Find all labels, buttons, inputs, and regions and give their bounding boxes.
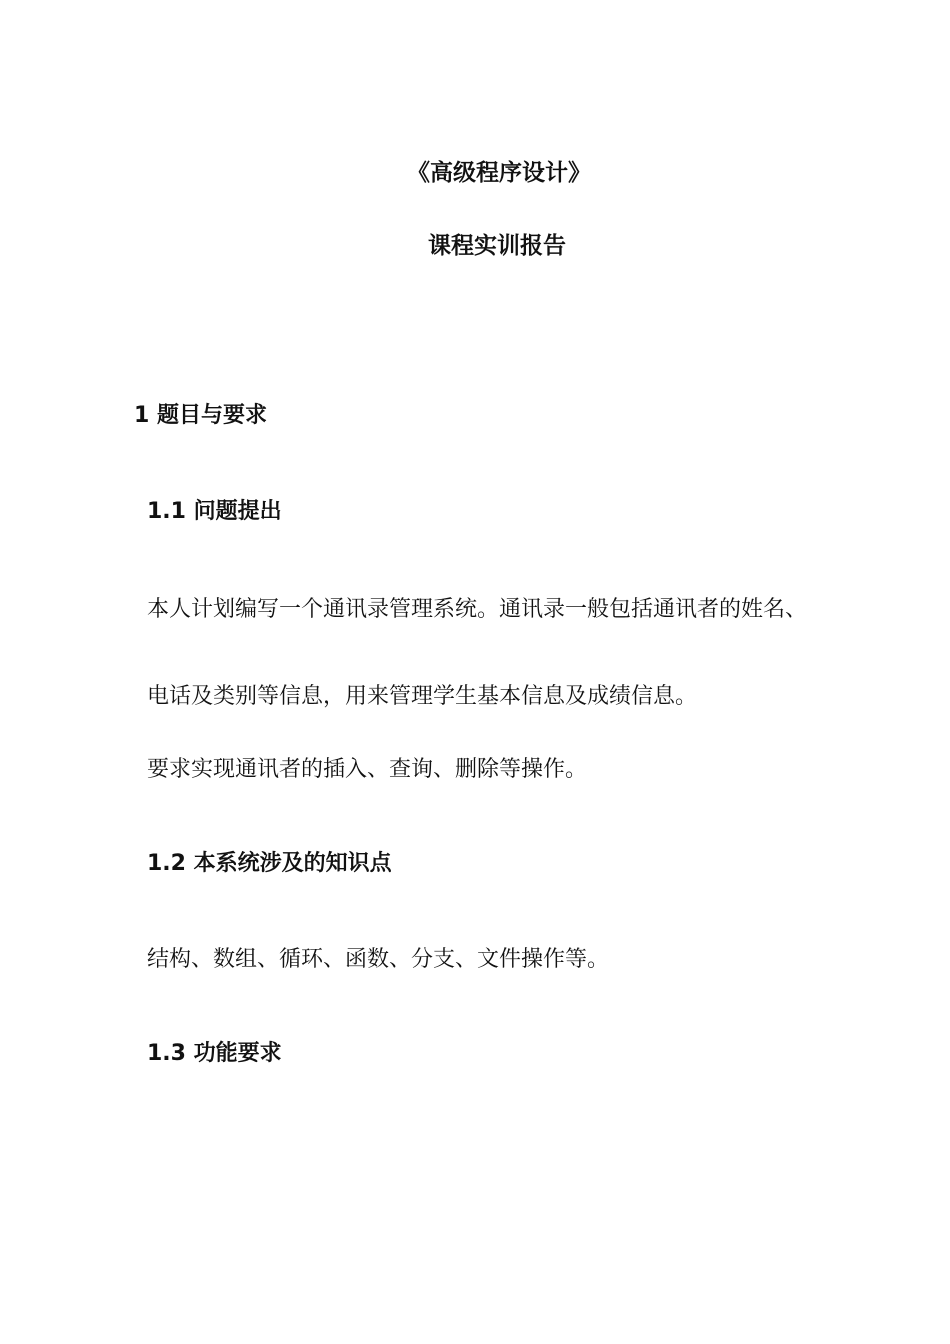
paragraph-line: 结构、数组、循环、函数、分支、文件操作等。 bbox=[147, 947, 610, 972]
document-subtitle: 课程实训报告 bbox=[428, 233, 566, 259]
paragraph-line: 电话及类别等信息，用来管理学生基本信息及成绩信息。 bbox=[147, 684, 698, 709]
document-title: 《高级程序设计》 bbox=[407, 160, 591, 186]
section-heading-1: 1 题目与要求 bbox=[134, 403, 267, 428]
paragraph-line: 本人计划编写一个通讯录管理系统。通讯录一般包括通讯者的姓名、 bbox=[147, 597, 808, 622]
subsection-heading-1-1: 1.1 问题提出 bbox=[147, 499, 282, 524]
subsection-heading-1-3: 1.3 功能要求 bbox=[147, 1041, 282, 1066]
subsection-heading-1-2: 1.2 本系统涉及的知识点 bbox=[147, 851, 392, 876]
paragraph-line: 要求实现通讯者的插入、查询、删除等操作。 bbox=[147, 757, 588, 782]
